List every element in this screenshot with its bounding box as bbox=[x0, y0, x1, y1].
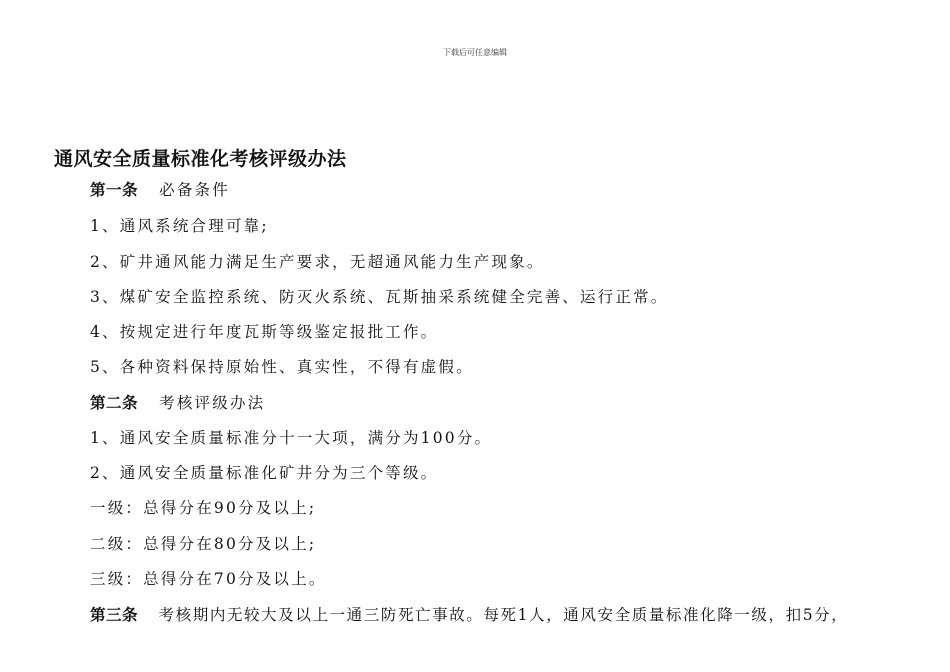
grade-3-line: 三级：总得分在70分及以上。 bbox=[90, 570, 327, 588]
article-3-number: 第三条 bbox=[90, 606, 139, 624]
grade-1-line: 一级：总得分在90分及以上; bbox=[90, 499, 317, 517]
article-1-name: 必备条件 bbox=[159, 181, 230, 199]
article-1-item-5: 5、各种资料保持原始性、真实性，不得有虚假。 bbox=[90, 358, 474, 376]
article-1-item-1: 1、通风系统合理可靠; bbox=[90, 217, 269, 235]
article-2-item-2: 2、通风安全质量标准化矿井分为三个等级。 bbox=[90, 464, 439, 482]
article-3-heading bbox=[90, 603, 848, 625]
article-1-number: 第一条 bbox=[90, 181, 139, 199]
article-1-heading bbox=[90, 178, 230, 200]
article-2-heading bbox=[90, 391, 265, 413]
article-2-number: 第二条 bbox=[90, 394, 139, 412]
article-1-item-2: 2、矿井通风能力满足生产要求，无超通风能力生产现象。 bbox=[90, 253, 545, 271]
article-1-item-4: 4、按规定进行年度瓦斯等级鉴定报批工作。 bbox=[90, 323, 439, 341]
article-2-name: 考核评级办法 bbox=[159, 394, 266, 412]
page-header: 下载后可任意编辑 bbox=[443, 48, 507, 57]
article-2-item-1: 1、通风安全质量标准分十一大项，满分为100分。 bbox=[90, 429, 493, 447]
grade-2-line: 二级：总得分在80分及以上; bbox=[90, 535, 317, 553]
article-3-text: 考核期内无较大及以上一通三防死亡事故。每死1人，通风安全质量标准化降一级，扣5分， bbox=[158, 606, 849, 624]
article-1-item-3: 3、煤矿安全监控系统、防灭火系统、瓦斯抽采系统健全完善、运行正常。 bbox=[90, 288, 669, 306]
document-title: 通风安全质量标准化考核评级办法 bbox=[54, 148, 347, 170]
